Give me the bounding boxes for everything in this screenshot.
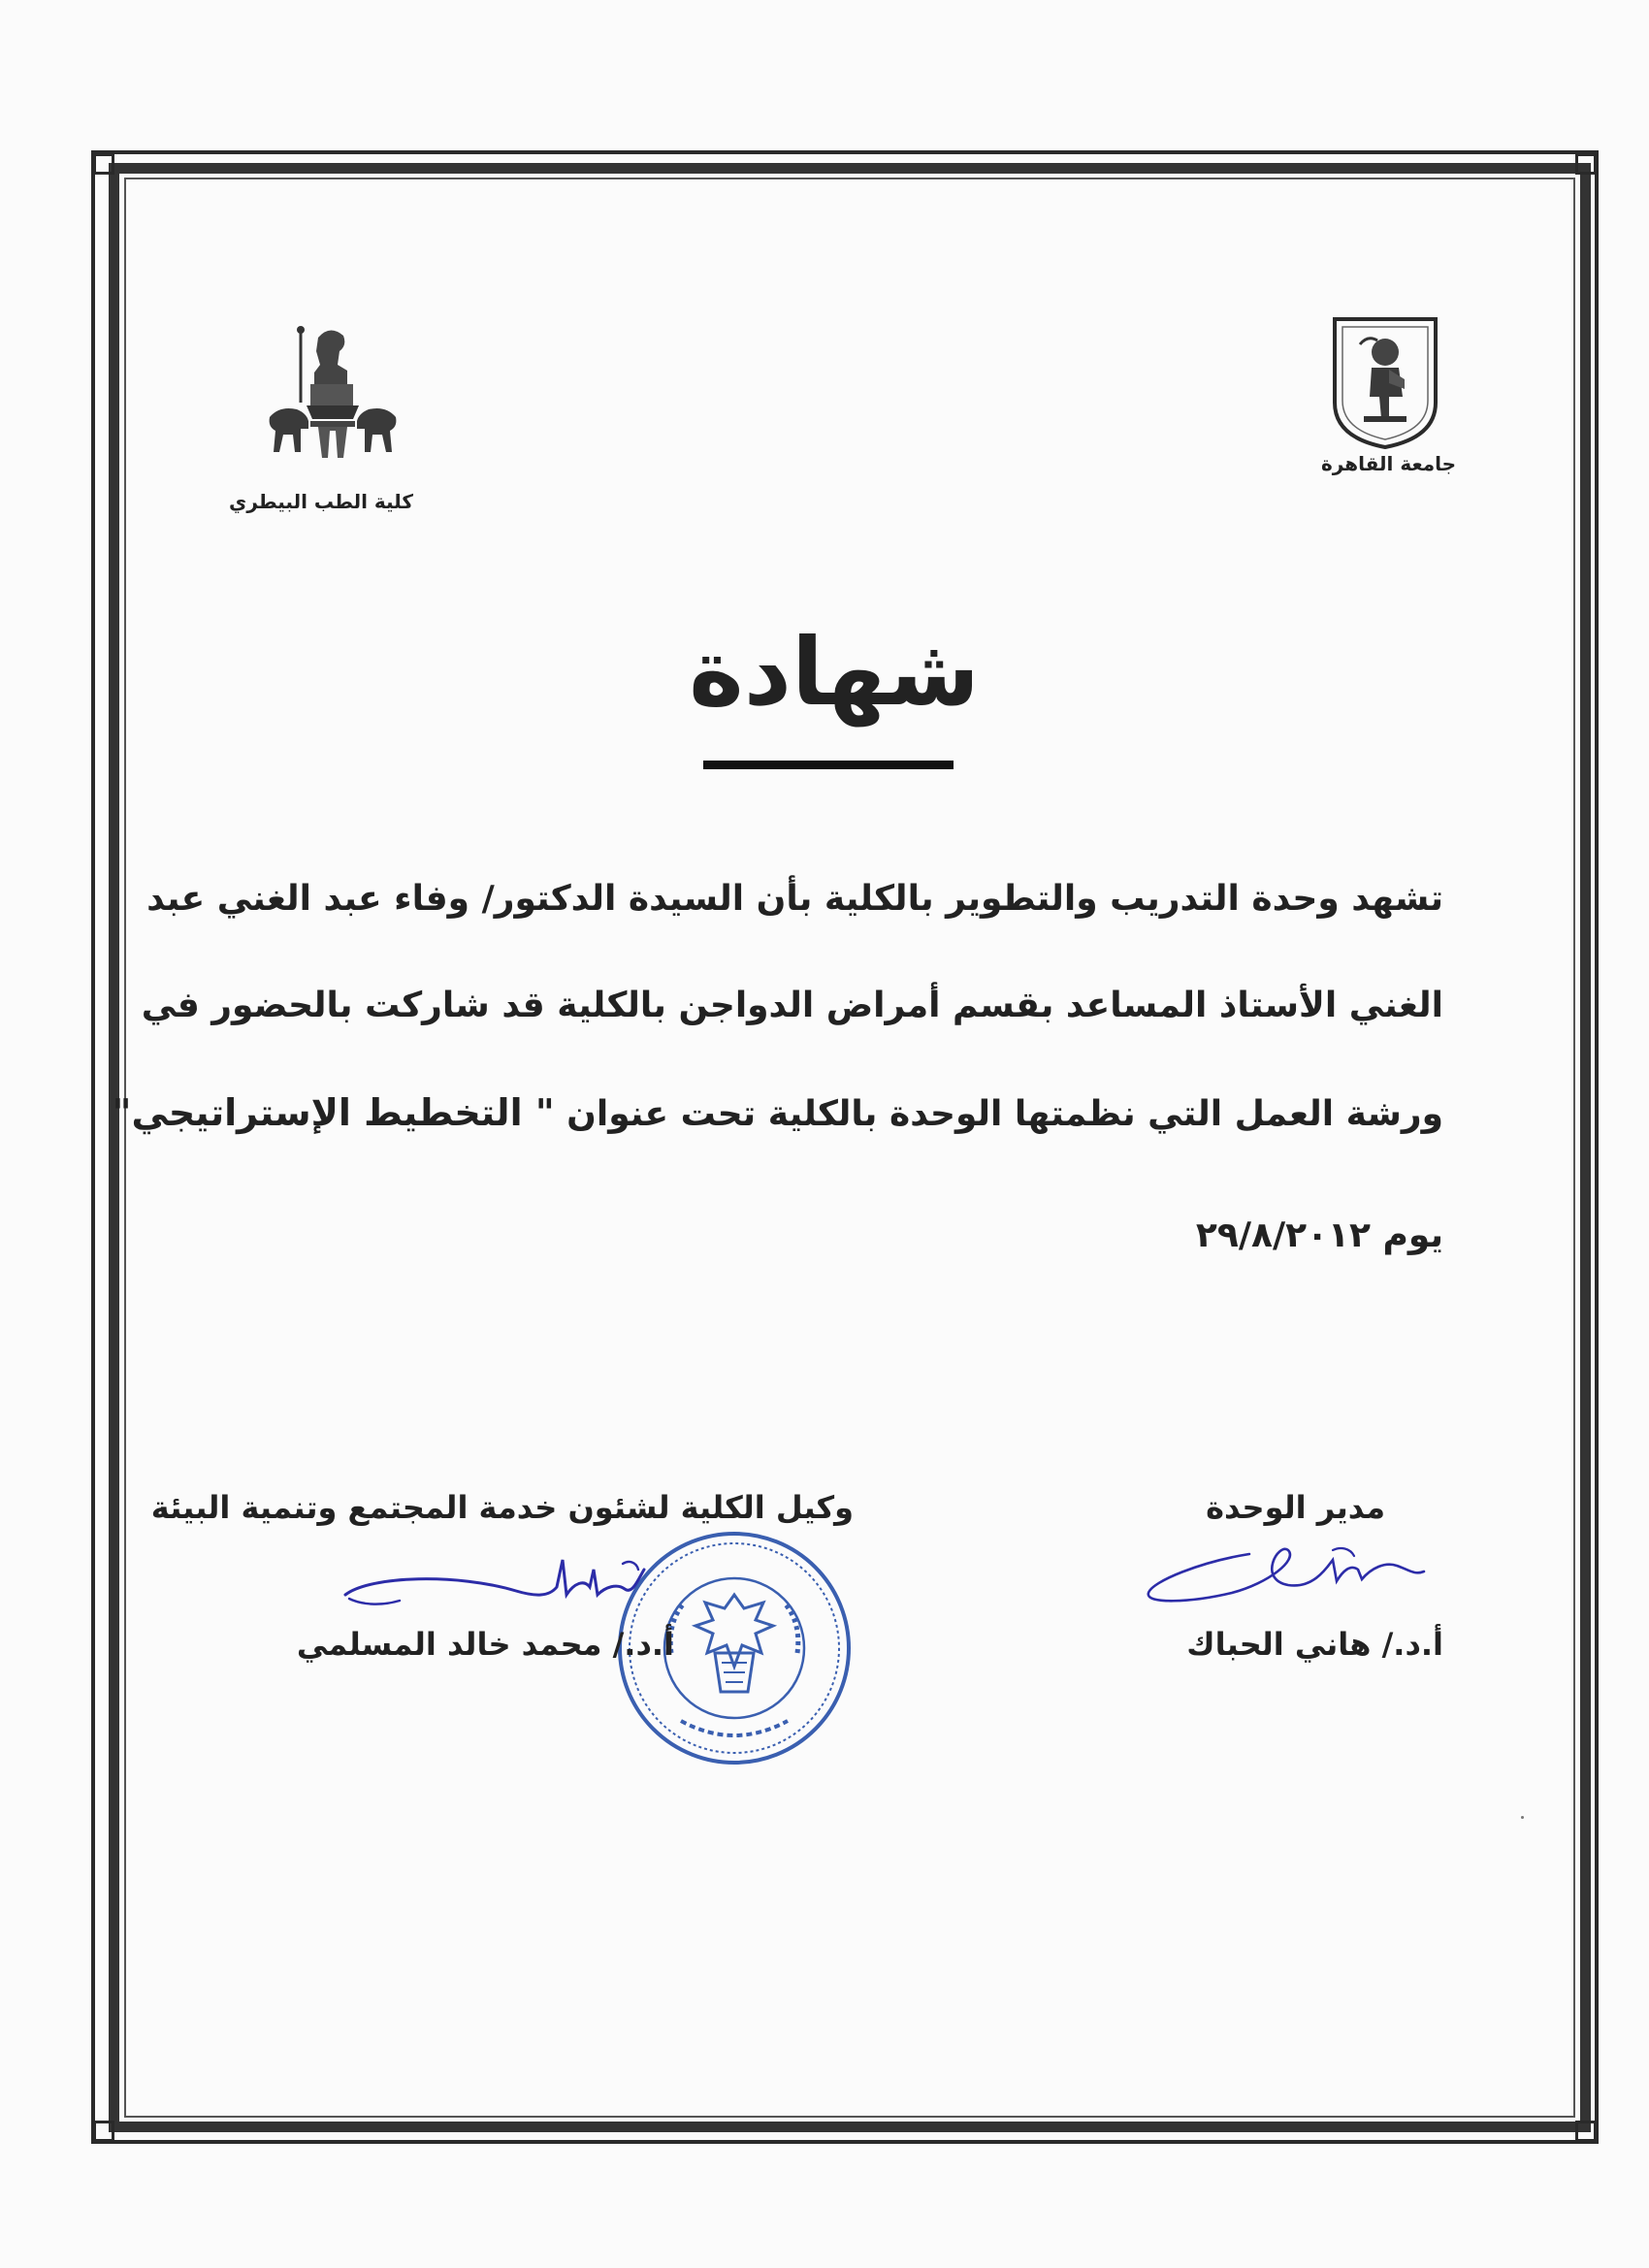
unit-director-name: أ.د./ هاني الحباك xyxy=(1186,1626,1443,1663)
frame-corner xyxy=(93,2121,114,2142)
body-line-2: الغني الأستاذ المساعد بقسم أمراض الدواجن بالكلية قد شاركت بالحضور في xyxy=(141,986,1443,1025)
workshop-date: يوم ٢٩/٨/٢٠١٢ xyxy=(1195,1215,1443,1255)
frame-corner xyxy=(1575,2121,1597,2142)
vice-dean-name: أ.د./ محمد خالد المسلمي xyxy=(296,1626,674,1663)
vice-dean-signature xyxy=(341,1540,652,1618)
frame-corner xyxy=(93,153,114,175)
vice-dean-role: وكيل الكلية لشئون خدمة المجتمع وتنمية البيئة xyxy=(150,1489,854,1526)
vet-faculty-logo xyxy=(260,320,405,475)
unit-director-role: مدير الوحدة xyxy=(1206,1489,1385,1526)
certificate-title: شهادة xyxy=(689,618,980,727)
cairo-university-logo xyxy=(1329,315,1441,451)
frame-corner xyxy=(1575,153,1597,175)
vet-faculty-caption: كلية الطب البيطري xyxy=(229,490,413,513)
speck xyxy=(1521,1816,1524,1819)
body-line-3-text: ورشة العمل التي نظمتها الوحدة بالكلية تحت عنوان xyxy=(566,1094,1443,1134)
title-underline xyxy=(703,761,954,769)
body-line-1: تشهد وحدة التدريب والتطوير بالكلية بأن السيدة الدكتور/ وفاء عبد الغني عبد xyxy=(146,879,1443,919)
cairo-university-caption: جامعة القاهرة xyxy=(1321,452,1457,475)
unit-director-signature xyxy=(1143,1533,1434,1610)
body-line-3 xyxy=(112,1091,1443,1136)
workshop-title: " التخطيط الإستراتيجي" xyxy=(112,1091,555,1134)
